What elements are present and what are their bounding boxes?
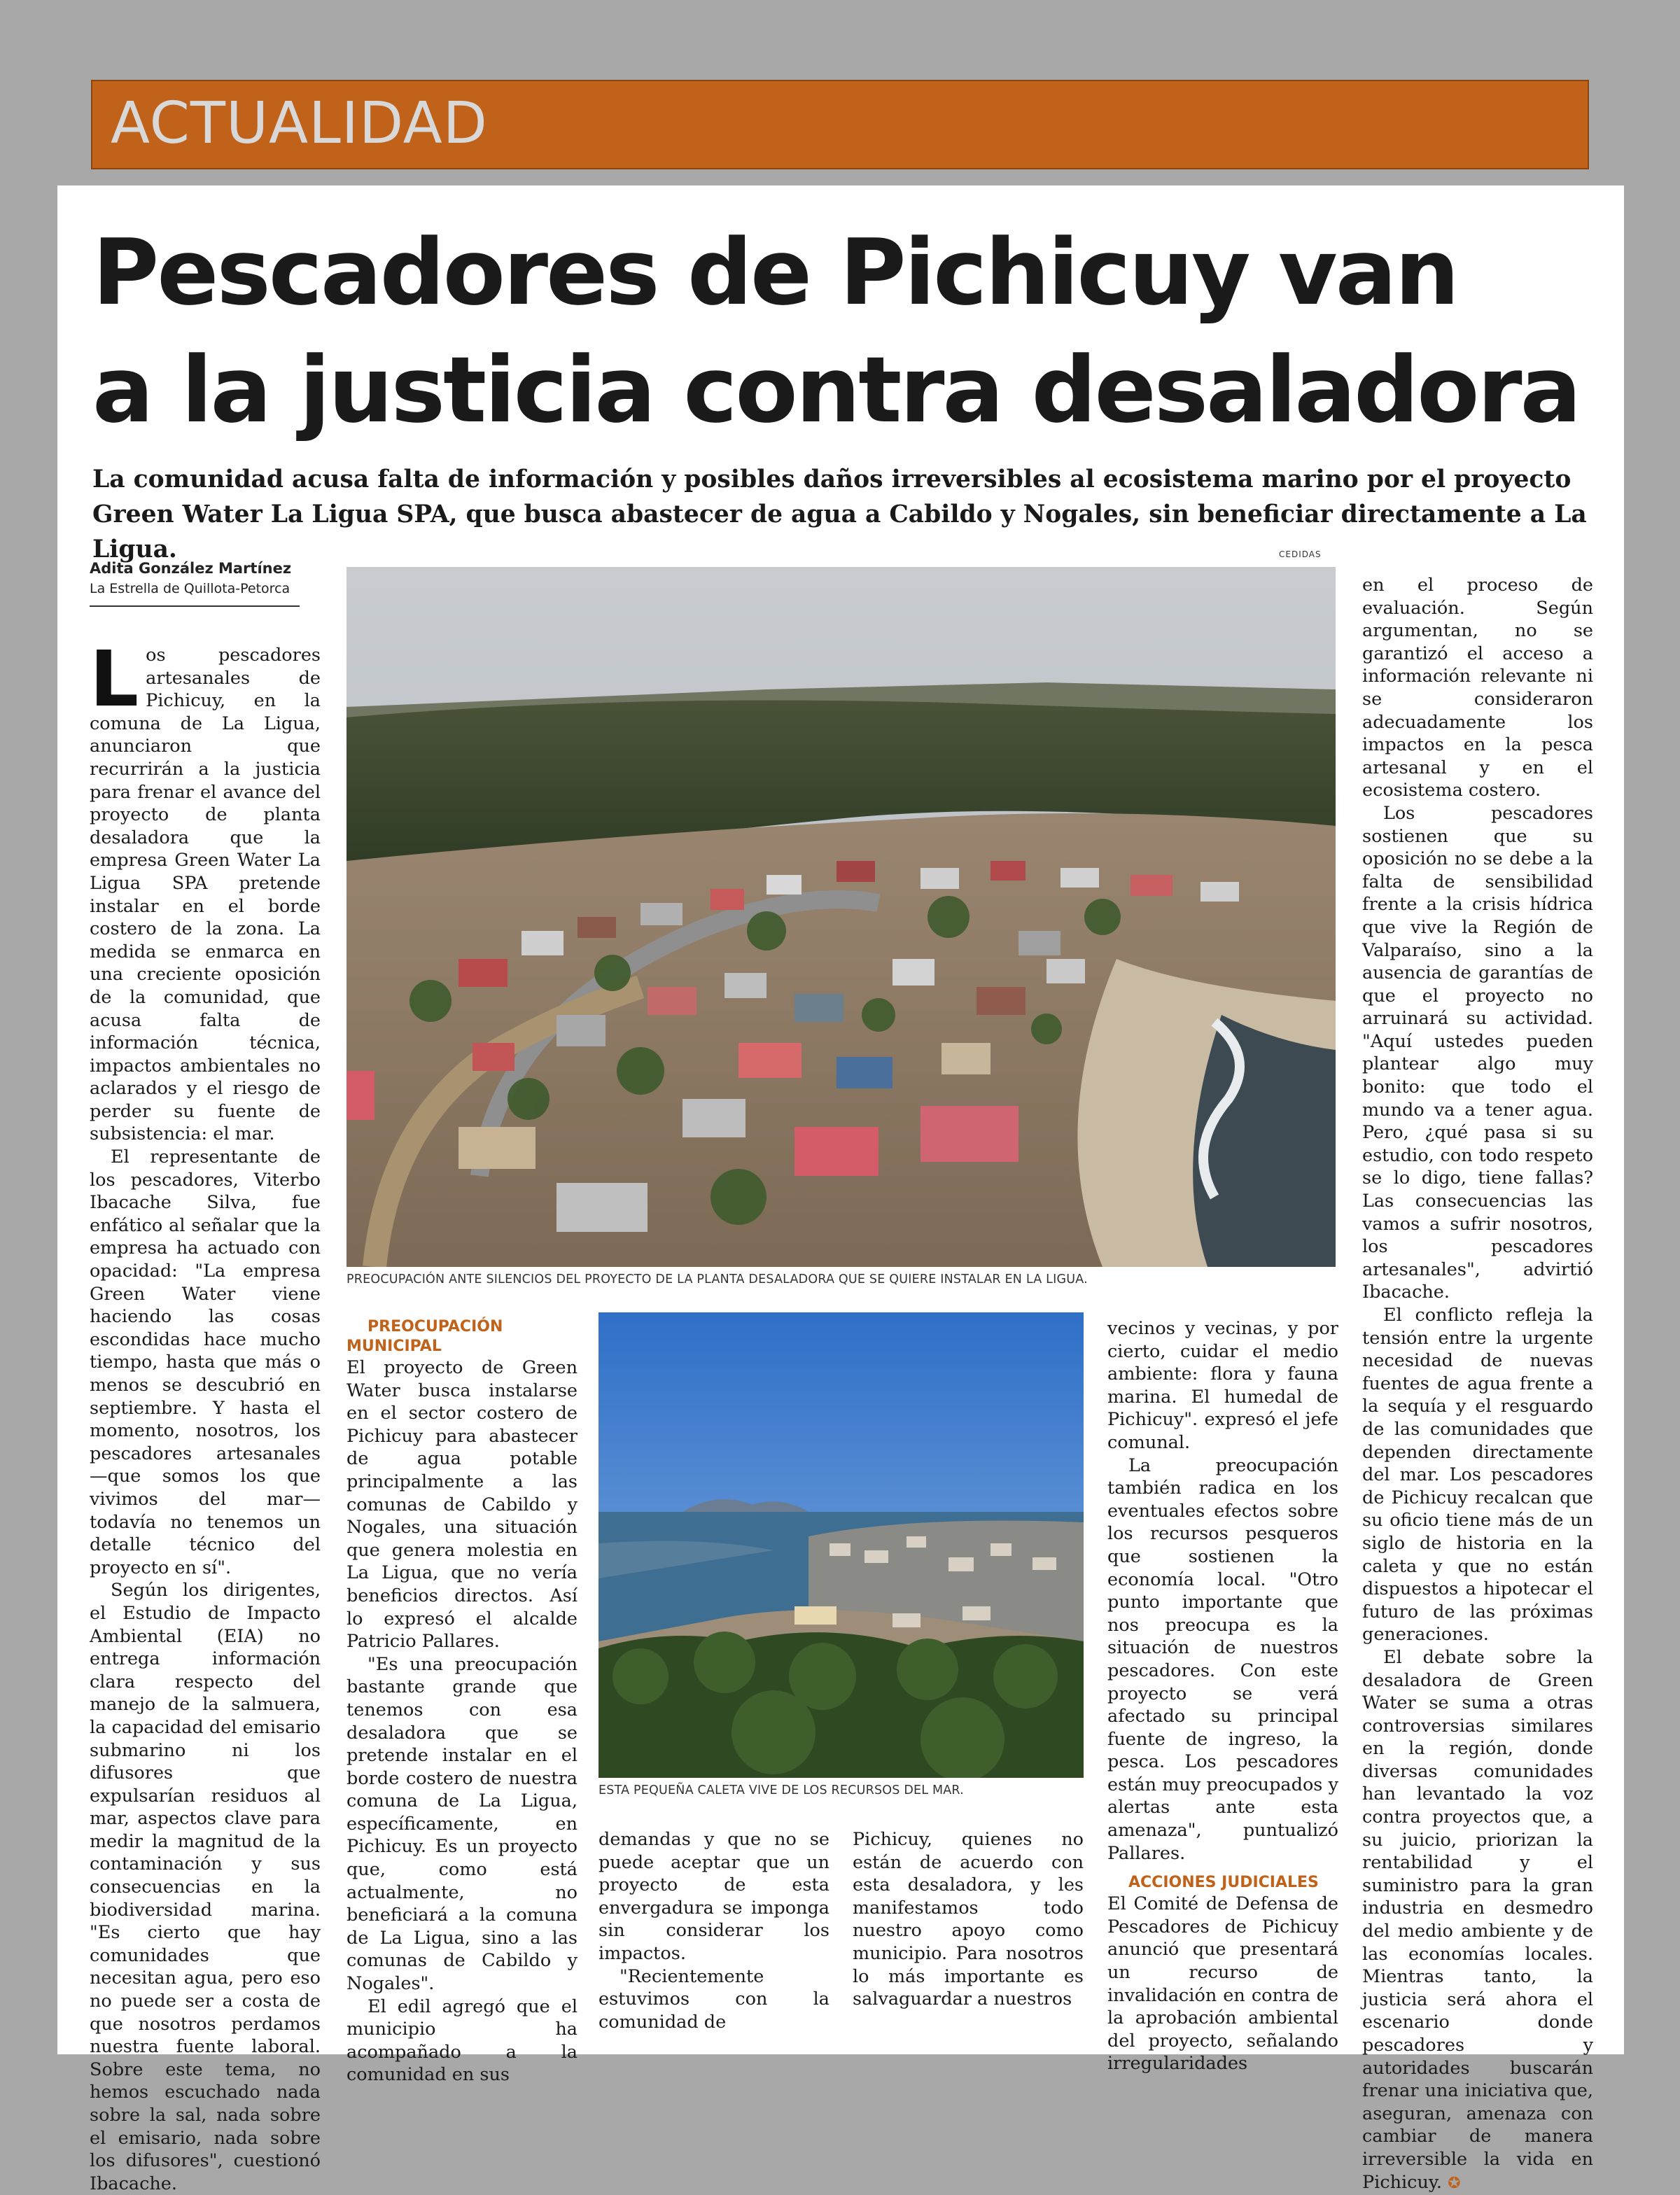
headline: [92, 213, 1597, 449]
section-label: ACTUALIDAD: [111, 90, 488, 157]
main-aerial-photo: [346, 567, 1336, 1267]
column-1: [90, 634, 321, 2195]
author-name: Adita González Martínez: [90, 560, 292, 577]
aerial-village-image: [346, 567, 1336, 1267]
paragraph: [90, 634, 321, 1146]
section-header-bar: [91, 80, 1589, 169]
headline-line-2: a la justicia contra desaladora: [92, 337, 1580, 443]
paragraph: El Comité de Defensa de Pescadores de Pichicuy anunció que presentará un recurso de invalidación en contra de la aprobación ambiental del proyecto, señalando irregularidades: [1107, 1893, 1338, 2075]
paragraph: vecinos y vecinas, y por cierto, cuidar el medio ambiente: flora y fauna marina. El humedal de Pichicuy". expresó el jefe comunal.: [1107, 1318, 1338, 1453]
paragraph: [1362, 1646, 1593, 2195]
paragraph: demandas y que no se puede aceptar que un proyecto de esta envergadura se imponga sin considerar los impactos.: [598, 1829, 830, 1964]
paragraph: La preocupación también radica en los eventuales efectos sobre los recursos pesqueros que sostienen la economía local. "Otro punto importante que nos preocupa es la situación de nuestros pescadores. Con este proyecto se verá afectado su principal fuente de ingreso, la pesca. Los pescadores están muy preocupados y alertas ante esta amenaza", puntualizó Pallares.: [1107, 1454, 1338, 1864]
paragraph: en el proceso de evaluación. Según argumentan, no se garantizó el acceso a información relevante ni se consideraron adecuadamente los impactos en la pesca artesanal y en el ecosistema costero.: [1362, 575, 1593, 801]
paragraph-text: os pescadores artesanales de Pichicuy, en la comuna de La Ligua, anunciaron que recurrirán a la justicia para frenar el avance del proyecto de planta desaladora que la empresa Green Water La Ligua SPA pretende instalar en el borde costero de la zona. La medida se enmarca en una creciente oposición de la comunidad, que acusa falta de información técnica, impactos ambientales no aclarados y el riesgo de perder su fuente de subsistencia: el mar.: [90, 645, 321, 1145]
cove-photo-caption: ESTA PEQUEÑA CALETA VIVE DE LOS RECURSOS DEL MAR.: [598, 1783, 964, 1797]
byline-divider: [90, 605, 300, 607]
paragraph-text: El debate sobre la desaladora de Green Water se suma a otras controversias similares en la región, donde diversas comunidades han levantado la voz contra proyectos que, a su juicio, priorizan la rentabilidad y el suministro para la gran industria en desmedro del medio ambiente y de las economías locales. Mientras tanto, la justicia será ahora el escenario donde pescadores y autoridades buscarán frenar una iniciativa que, aseguran, amenaza con cambiar de manera irreversible la vida en Pichicuy.: [1362, 1646, 1593, 2193]
subtitle-judicial: ACCIONES JUDICIALES: [1128, 1874, 1319, 1892]
column-2: [346, 1317, 578, 2087]
paragraph: El proyecto de Green Water busca instalarse en el sector costero de Pichicuy para abastecer de agua potable principalmente a las comunas de Cabildo y Nogales, una situación que genera molestia en La Ligua, que no vería beneficios directos. Así lo expresó el alcalde Patricio Pallares.: [346, 1357, 578, 1653]
article-sheet: [57, 185, 1624, 2194]
column-3a: [598, 1828, 830, 2033]
paragraph: Los pescadores sostienen que su oposición no se debe a la falta de sensibilidad frente a la crisis hídrica que vive la Región de Valparaíso, sino a la ausencia de garantías de que el proyecto no arruinará su actividad. "Aquí ustedes pueden plantear algo muy bonito: que todo el mundo va a tener agua. Pero, ¿qué pasa si su estudio, con todo respeto se lo digo, tiene fallas? Las consecuencias las vamos a sufrir nosotros, los pescadores artesanales", advirtió Ibacache.: [1362, 802, 1593, 1303]
cove-image: [598, 1312, 1084, 1778]
author-outlet: La Estrella de Quillota-Petorca: [90, 581, 290, 596]
paragraph: El edil agregó que el municipio ha acompañado a la comunidad en sus: [346, 1996, 578, 2086]
main-photo-caption: PREOCUPACIÓN ANTE SILENCIOS DEL PROYECTO DE LA PLANTA DESALADORA QUE SE QUIERE INSTALAR EN LA LIGUA.: [346, 1272, 1088, 1286]
paragraph: Pichicuy, quienes no están de acuerdo con esta desaladora, y les manifestamos todo nuestro apoyo como municipio. Para nosotros lo más importante es salvaguardar a nuestros: [853, 1829, 1084, 2010]
column-4: [1107, 1317, 1338, 2075]
subheadline: La comunidad acusa falta de información y posibles daños irreversibles al ecosistema marino por el proyecto Green Water La Ligua SPA, que busca abastecer de agua a Cabildo y Nogales, sin beneficiar directamente a La Ligua.: [92, 465, 1587, 563]
column-5: [1362, 574, 1593, 2195]
drop-cap: L: [90, 634, 139, 724]
headline-line-1: Pescadores de Pichicuy van: [92, 219, 1458, 325]
paragraph: "Recientemente estuvimos con la comunidad de: [598, 1965, 830, 2033]
paragraph: El representante de los pescadores, Viterbo Ibacache Silva, fue enfático al señalar que la empresa ha actuado con opacidad: "La empresa Green Water viene haciendo las cosas escondidas hace mucho tiempo, hasta que más o menos se descubrió en septiembre. Y hasta el momento, nosotros, los pescadores artesanales —que somos los que vivimos del mar— todavía no tenemos un detalle técnico del proyecto en sí".: [90, 1146, 321, 1578]
column-3b: [853, 1828, 1084, 2011]
paragraph: El conflicto refleja la tensión entre la urgente necesidad de nuevas fuentes de agua frente a la sequía y el resguardo de las comunidades que dependen directamente del mar. Los pescadores de Pichicuy recalcan que su oficio tiene más de un siglo de historia en la caleta y que no están dispuestos a hipotecar el futuro de las próximas generaciones.: [1362, 1305, 1593, 1646]
cove-photo: [598, 1312, 1084, 1778]
paragraph: Según los dirigentes, el Estudio de Impacto Ambiental (EIA) no entrega información clara respecto del manejo de la salmuera, la capacidad del emisario submarino ni los difusores que expulsarían residuos al mar, aspectos clave para medir la magnitud de la contaminación y sus consecuencias en la biodiversidad marina. "Es cierto que hay comunidades que necesitan agua, pero eso no puede ser a costa de que nosotros perdamos nuestra fuente laboral. Sobre este tema, no hemos escuchado nada sobre la sal, nada sobre el emisario, nada sobre los difusores", cuestionó Ibacache.: [90, 1580, 321, 2194]
end-mark-icon: ✪: [1448, 2174, 1461, 2192]
subtitle-municipal: PREOCUPACIÓN MUNICIPAL: [346, 1318, 503, 1355]
photo-credit: CEDIDAS: [1279, 549, 1322, 559]
paragraph: "Es una preocupación bastante grande que tenemos con esa desaladora que se pretende instalar en el borde costero de nuestra comuna de La Ligua, específicamente, en Pichicuy. Es un proyecto que, como está actualmente, no beneficiará a la comuna de La Ligua, sino a las comunas de Cabildo y Nogales".: [346, 1653, 578, 1995]
